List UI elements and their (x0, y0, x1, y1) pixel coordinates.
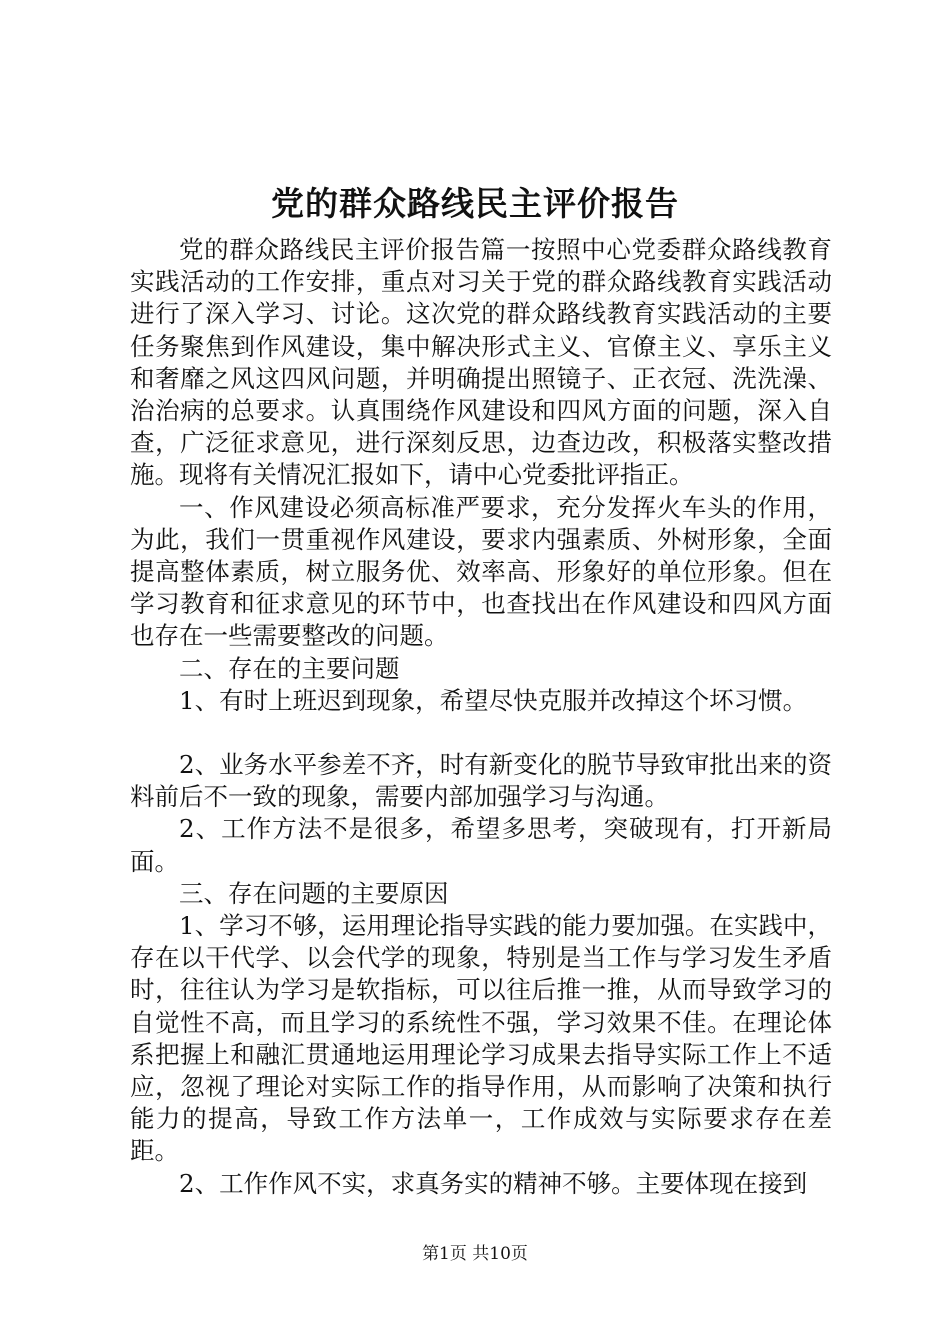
document-body (130, 234, 832, 1200)
paragraph-problem-1: 1、有时上班迟到现象，希望尽快克服并改掉这个坏习惯。 (179, 685, 808, 715)
page-title: 党的群众路线民主评价报告 (271, 184, 679, 223)
heading-main-causes: 三、存在问题的主要原因 (179, 878, 449, 908)
paragraph-section-one: 一、作风建设必须高标准严要求，充分发挥火车头的作用，为此，我们一贯重视作风建设，要求内强素质、外树形象，全面提高整体素质，树立服务优、效率高、形象好的单位形象。但在学习教育和征求意见的环节中，也查找出在作风建设和四风方面也存在一些需要整改的问题。 (130, 492, 832, 651)
page-number-footer: 第1页 共10页 (422, 1244, 528, 1264)
paragraph-cause-1: 1、学习不够，运用理论指导实践的能力要加强。在实践中，存在以干代学、以会代学的现象，特别是当工作与学习发生矛盾时，往往认为学习是软指标，可以往后推一推，从而导致学习的自觉性不高，而且学习的系统性不强，学习效果不佳。在理论体系把握上和融汇贯通地运用理论学习成果去指导实际工作上不适应，忽视了理论对实际工作的指导作用，从而影响了决策和执行能力的提高，导致工作方法单一，工作成效与实际要求存在差距。 (130, 911, 832, 1166)
paragraph-intro: 党的群众路线民主评价报告篇一按照中心党委群众路线教育实践活动的工作安排，重点对习关于党的群众路线教育实践活动进行了深入学习、讨论。这次党的群众路线教育实践活动的主要任务聚焦到作风建设，集中解决形式主义、官僚主义、享乐主义和奢靡之风这四风问题，并明确提出照镜子、正衣冠、洗洗澡、治治病的总要求。认真围绕作风建设和四风方面的问题，深入自查，广泛征求意见，进行深刻反思，边查边改，积极落实整改措施。现将有关情况汇报如下，请中心党委批评指正。 (130, 235, 832, 490)
paragraph-cause-2: 2、工作作风不实，求真务实的精神不够。主要体现在接到 (179, 1168, 808, 1198)
heading-main-problems: 二、存在的主要问题 (179, 653, 400, 683)
paragraph-problem-2: 2、业务水平参差不齐，时有新变化的脱节导致审批出来的资料前后不一致的现象，需要内部加强学习与沟通。 (130, 750, 832, 812)
paragraph-problem-2b: 2、工作方法不是很多，希望多思考，突破现有，打开新局面。 (130, 814, 832, 876)
